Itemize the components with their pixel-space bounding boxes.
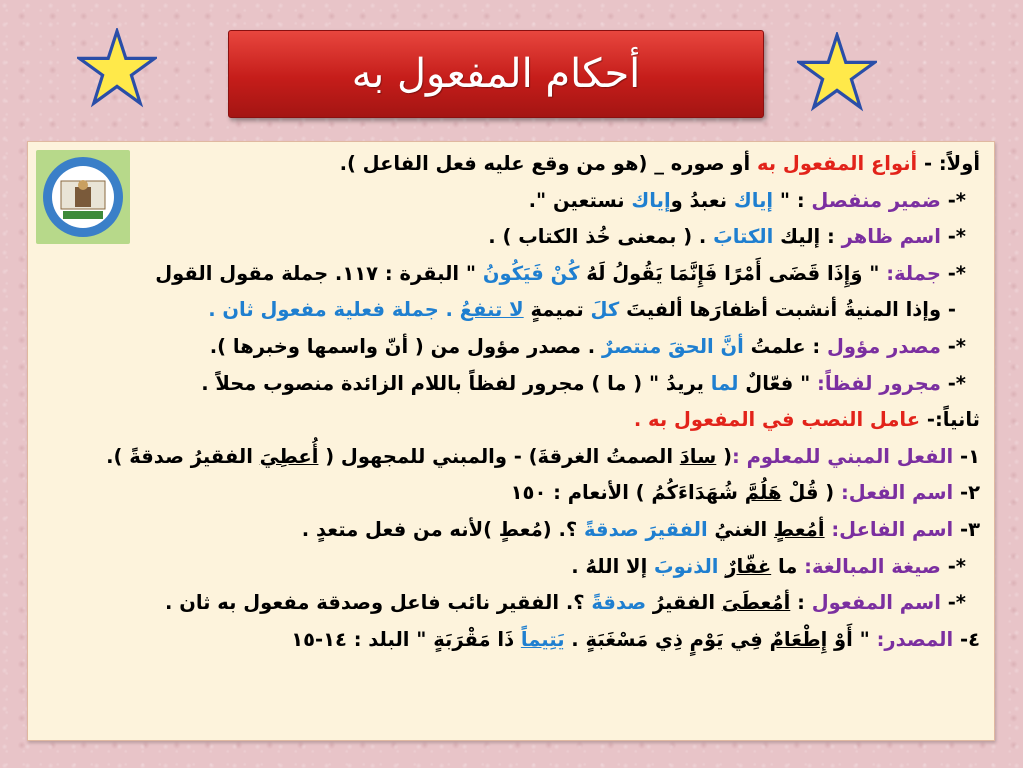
- text-segment: ضمير منفصل: [811, 188, 941, 212]
- text-line-12: [40, 549, 980, 586]
- text-segment: أولاً: -: [917, 152, 980, 175]
- text-line-14: [40, 622, 980, 659]
- title-banner: [228, 30, 764, 118]
- text-segment: أنَّ الحقَ منتصرٌ: [601, 334, 744, 358]
- text-segment: الذنوبَ: [654, 554, 719, 578]
- text-segment: غفّارٌ: [725, 554, 772, 578]
- text-segment: *-: [940, 371, 966, 395]
- text-segment: *-: [940, 334, 966, 358]
- text-segment: لما: [710, 371, 739, 395]
- text-segment: : إليك: [773, 225, 842, 249]
- text-segment: سادَ: [679, 444, 717, 468]
- star-icon-right: [797, 32, 877, 112]
- star-icon-left: [77, 28, 157, 108]
- text-segment: يريدُ " ( ما ) مجرور لفظاً باللام الزائدة منصوب محلاً .: [201, 371, 711, 395]
- text-segment: أو صوره _ (هو من وقع عليه فعل الفاعل ).: [339, 152, 757, 175]
- text-line-1: [40, 146, 980, 183]
- text-segment: *-: [940, 188, 966, 212]
- text-segment: *-: [940, 225, 966, 249]
- text-segment: اسم الفاعل:: [831, 517, 954, 541]
- text-segment: أنواع المفعول به: [756, 152, 918, 175]
- text-segment: الفقيرُ: [646, 591, 722, 615]
- text-segment: ١-: [953, 444, 980, 468]
- text-segment: شُهَدَاءَكُمُ ) الأنعام : ١٥٠: [510, 481, 745, 505]
- text-line-13: [40, 585, 980, 622]
- text-line-11: [40, 512, 980, 549]
- text-segment: إياك: [733, 188, 774, 212]
- text-segment: " وَإِذَا قَضَى أَمْرًا فَإِنَّمَا يَقُولُ لَهُ: [579, 261, 887, 285]
- text-segment: يَتِيماً: [520, 627, 565, 651]
- text-segment: . جملة فعلية مفعول ثان .: [208, 298, 460, 322]
- text-line-2: [40, 183, 980, 220]
- text-segment: ؟. الفقير نائب فاعل وصدقة مفعول به ثان .: [165, 591, 592, 615]
- text-line-3: [40, 219, 980, 256]
- text-segment: *-: [940, 554, 966, 578]
- text-segment: ثانياً:-: [920, 408, 980, 432]
- text-segment: أمُعطَىَ: [721, 591, 791, 615]
- text-segment: كلَ: [590, 298, 620, 322]
- text-segment: *-: [940, 591, 966, 615]
- text-segment: ٣-: [953, 517, 980, 541]
- text-segment: مصدر مؤول: [827, 334, 941, 358]
- text-line-5: [40, 292, 980, 329]
- text-segment: الفعل المبني للمعلوم :: [732, 444, 954, 468]
- text-segment: جملة:: [886, 261, 941, 285]
- text-segment: " أَوْ: [827, 627, 877, 651]
- text-segment: لا تنفعُ: [459, 298, 524, 322]
- text-line-8: [40, 402, 980, 439]
- text-segment: : علمتُ: [743, 334, 827, 358]
- text-segment: كُنْ فَيَكُونُ: [482, 261, 580, 285]
- text-segment: عامل النصب في المفعول به .: [633, 408, 921, 432]
- text-segment: ذَا مَقْرَبَةٍ " البلد : ١٤-١٥: [291, 627, 521, 651]
- text-segment: هَلُمَّ: [744, 481, 782, 505]
- text-segment: المصدر:: [876, 627, 954, 651]
- content-panel: [27, 141, 995, 741]
- text-segment: صيغة المبالغة:: [804, 554, 941, 578]
- text-segment: (: [716, 444, 733, 468]
- text-segment: . مصدر مؤول من ( أنّ واسمها وخبرها ).: [209, 334, 602, 358]
- text-segment: الغنيُ: [707, 517, 774, 541]
- text-segment: . ( بمعنى خُذ الكتاب ) .: [488, 225, 714, 249]
- text-segment: إياك: [631, 188, 671, 212]
- text-segment: : ": [773, 188, 812, 212]
- text-line-6: [40, 329, 980, 366]
- text-line-7: [40, 366, 980, 403]
- text-segment: :: [790, 591, 812, 615]
- page-title: أحكام المفعول به: [351, 51, 641, 97]
- text-segment: *-: [940, 261, 966, 285]
- text-segment: ؟. (مُعطٍ )لأنه من فعل متعدٍ .: [301, 517, 584, 541]
- text-segment: تميمةٍ: [523, 298, 591, 322]
- text-segment: ٤-: [953, 627, 980, 651]
- text-segment: ٢-: [953, 481, 980, 505]
- text-segment: مجرور لفظاً:: [817, 371, 941, 395]
- text-segment: - وإذا المنيةُ أنشبت أظفارَها ألفيتَ: [619, 298, 956, 322]
- text-segment: اسم ظاهر: [841, 225, 941, 249]
- text-segment: أُعطِيَ: [259, 444, 319, 468]
- text-segment: ما: [771, 554, 805, 578]
- text-line-4: [40, 256, 980, 293]
- text-segment: صدقةً: [591, 591, 647, 615]
- text-segment: ( قُلْ: [781, 481, 841, 505]
- text-segment: فِي يَوْمٍ ذِي مَسْغَبَةٍ .: [564, 627, 770, 651]
- text-segment: الصمتُ الغرقةَ) - والمبني للمجهول (: [318, 444, 680, 468]
- text-segment: " البقرة : ١١٧. جملة مقول القول: [155, 261, 483, 285]
- text-segment: الكتابَ: [713, 225, 774, 249]
- text-segment: اسم المفعول: [811, 591, 941, 615]
- text-segment: الفقيرُ صدقةً ).: [106, 444, 260, 468]
- text-segment: إلا اللهُ .: [571, 554, 655, 578]
- text-segment: الفقيرَ صدقةً: [583, 517, 708, 541]
- text-segment: اسم الفعل:: [841, 481, 954, 505]
- text-line-9: [40, 439, 980, 476]
- lines-container: [40, 146, 980, 658]
- text-segment: أمُعطٍ: [773, 517, 825, 541]
- text-segment: " فعّالٌ: [738, 371, 818, 395]
- text-segment: نستعين ".: [528, 188, 632, 212]
- text-line-10: [40, 475, 980, 512]
- text-segment: نعبدُ و: [670, 188, 734, 212]
- text-segment: إِطْعَامٌ: [769, 627, 828, 651]
